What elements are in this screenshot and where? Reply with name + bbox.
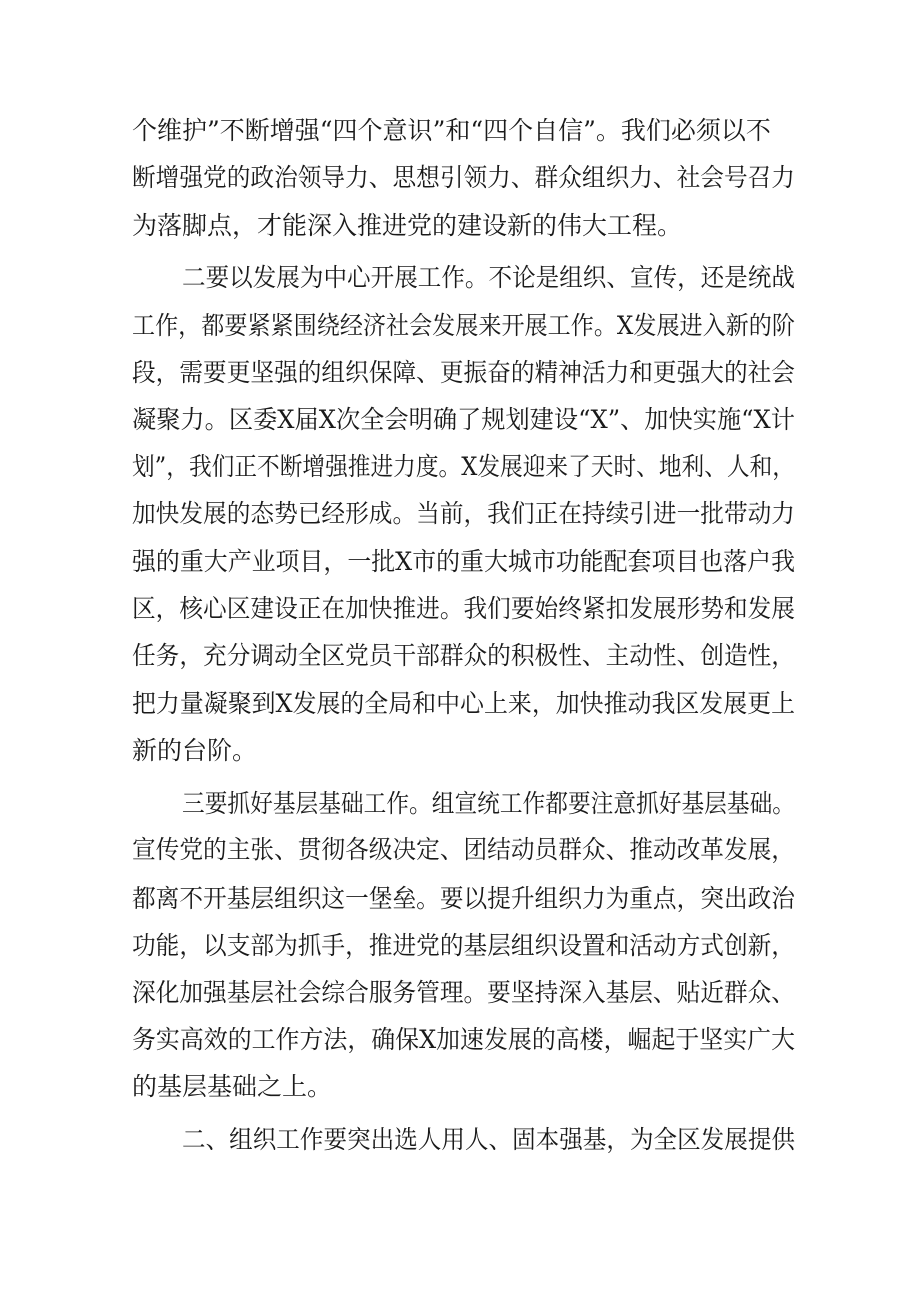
text-line-content: 二要以发展为中心开展工作。不论是组织、宣传，还是统战 xyxy=(182,263,795,292)
text-line-content: 段，需要更坚强的组织保障、更振奋的精神活力和更强大的社会 xyxy=(132,358,795,387)
text-line-content: 断增强党的政治领导力、思想引领力、群众组织力、社会号召力 xyxy=(132,163,795,192)
text-line-content: 工作，都要紧紧围绕经济社会发展来开展工作。X发展进入新的阶 xyxy=(132,311,795,340)
text-line xyxy=(0,542,920,582)
text-line xyxy=(0,879,920,919)
text-line-content: 划”，我们正不断增强推进力度。X发展迎来了天时、地利、人和， xyxy=(132,452,795,481)
text-line-content: 区，核心区建设正在加快推进。我们要始终紧扣发展形势和发展 xyxy=(132,594,795,623)
section-heading-text: 二、组织工作要突出选人用人、固本强基，为全区发展提供 xyxy=(182,1125,795,1154)
text-line-content: 宣传党的主张、贯彻各级决定、团结动员群众、推动改革发展， xyxy=(132,835,795,864)
text-line xyxy=(0,589,920,629)
section-heading-line xyxy=(0,1120,920,1160)
text-line xyxy=(0,973,920,1013)
text-line-content: 的基层基础之上。 xyxy=(132,1072,333,1101)
text-line xyxy=(0,258,920,298)
text-line-content: 功能，以支部为抓手，推进党的基层组织设置和活动方式创新， xyxy=(132,931,795,960)
text-line xyxy=(0,1020,920,1060)
text-line xyxy=(0,400,920,440)
text-line xyxy=(0,306,920,346)
text-line xyxy=(0,830,920,870)
text-line-content: 深化加强基层社会综合服务管理。要坚持深入基层、贴近群众、 xyxy=(132,978,795,1007)
text-line-content: 个维护”不断增强“四个意识”和“四个自信”。我们必须以不 xyxy=(132,116,771,145)
text-line-content: 新的台阶。 xyxy=(132,736,258,765)
text-line-content: 为落脚点，才能深入推进党的建设新的伟大工程。 xyxy=(132,211,683,240)
text-line-content: 加快发展的态势已经形成。当前，我们正在持续引进一批带动力 xyxy=(132,499,795,528)
text-line-content: 凝聚力。区委X届X次全会明确了规划建设“X”、加快实施“X计 xyxy=(132,405,795,434)
text-line xyxy=(0,926,920,966)
text-line-content: 都离不开基层组织这一堡垒。要以提升组织力为重点，突出政治 xyxy=(132,884,795,913)
text-line xyxy=(0,158,920,198)
text-line xyxy=(0,111,920,151)
text-line-content: 把力量凝聚到X发展的全局和中心上来，加快推动我区发展更上 xyxy=(132,689,795,718)
text-line xyxy=(0,206,920,246)
text-line xyxy=(0,1067,920,1107)
text-line-content: 三要抓好基层基础工作。组宣统工作都要注意抓好基层基础。 xyxy=(182,789,795,818)
text-line-content: 任务，充分调动全区党员干部群众的积极性、主动性、创造性， xyxy=(132,641,795,670)
text-line-content: 强的重大产业项目，一批X市的重大城市功能配套项目也落户我 xyxy=(132,547,795,576)
text-line xyxy=(0,784,920,824)
text-line xyxy=(0,494,920,534)
text-line xyxy=(0,684,920,724)
text-line-content: 务实高效的工作方法，确保X加速发展的高楼，崛起于坚实广大 xyxy=(132,1025,795,1054)
text-line xyxy=(0,636,920,676)
text-line xyxy=(0,353,920,393)
text-line xyxy=(0,731,920,771)
text-line xyxy=(0,447,920,487)
